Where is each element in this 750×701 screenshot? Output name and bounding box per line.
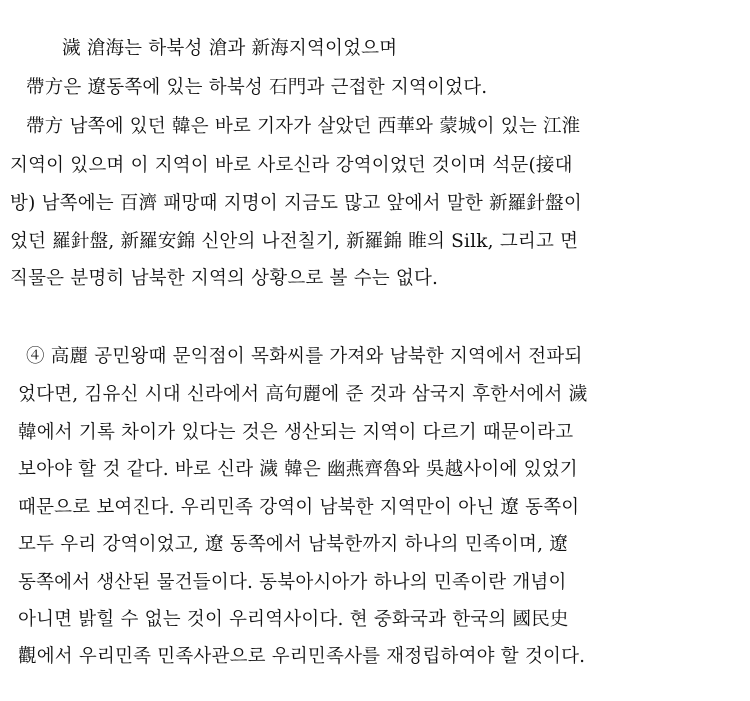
text-line: 지역이 있으며 이 지역이 바로 사로신라 강역이었던 것이며 석문(接대 [10, 155, 573, 176]
text-line: 동쪽에서 생산된 물건들이다. 동북아시아가 하나의 민족이란 개념이 [18, 572, 567, 593]
text-line: 濊 滄海는 하북성 滄과 新海지역이었으며 [62, 38, 398, 59]
text-line: 보아야 할 것 같다. 바로 신라 濊 韓은 幽燕齊魯와 吳越사이에 있었기 [18, 459, 578, 480]
text-line: 었다면, 김유신 시대 신라에서 高句麗에 준 것과 삼국지 후한서에서 濊 [18, 384, 588, 405]
text-line: 었던 羅針盤, 新羅安錦 신안의 나전칠기, 新羅錦 睢의 Silk, 그리고 면 [10, 231, 579, 252]
text-line: 방) 남쪽에는 百濟 패망때 지명이 지금도 많고 앞에서 말한 新羅針盤이 [10, 193, 582, 214]
text-line: 직물은 분명히 남북한 지역의 상황으로 볼 수는 없다. [10, 268, 439, 289]
text-line: 觀에서 우리민족 민족사관으로 우리민족사를 재정립하여야 할 것이다. [18, 646, 586, 667]
text-line: ④ 高麗 공민왕때 문익점이 목화씨를 가져와 남북한 지역에서 전파되 [26, 346, 583, 367]
text-line: 모두 우리 강역이었고, 遼 동쪽에서 남북한까지 하나의 민족이며, 遼 [18, 534, 568, 555]
text-line: 韓에서 기록 차이가 있다는 것은 생산되는 지역이 다르기 때문이라고 [18, 422, 574, 443]
text-line: 아니면 밝힐 수 없는 것이 우리역사이다. 현 중화국과 한국의 國民史 [18, 609, 569, 630]
text-line: 帶方은 遼동쪽에 있는 하북성 石門과 근접한 지역이었다. [26, 77, 488, 98]
text-line: 때문으로 보여진다. 우리민족 강역이 남북한 지역만이 아닌 遼 동쪽이 [18, 497, 580, 518]
text-line: 帶方 남쪽에 있던 韓은 바로 기자가 살았던 西華와 蒙城이 있는 江淮 [26, 116, 581, 137]
